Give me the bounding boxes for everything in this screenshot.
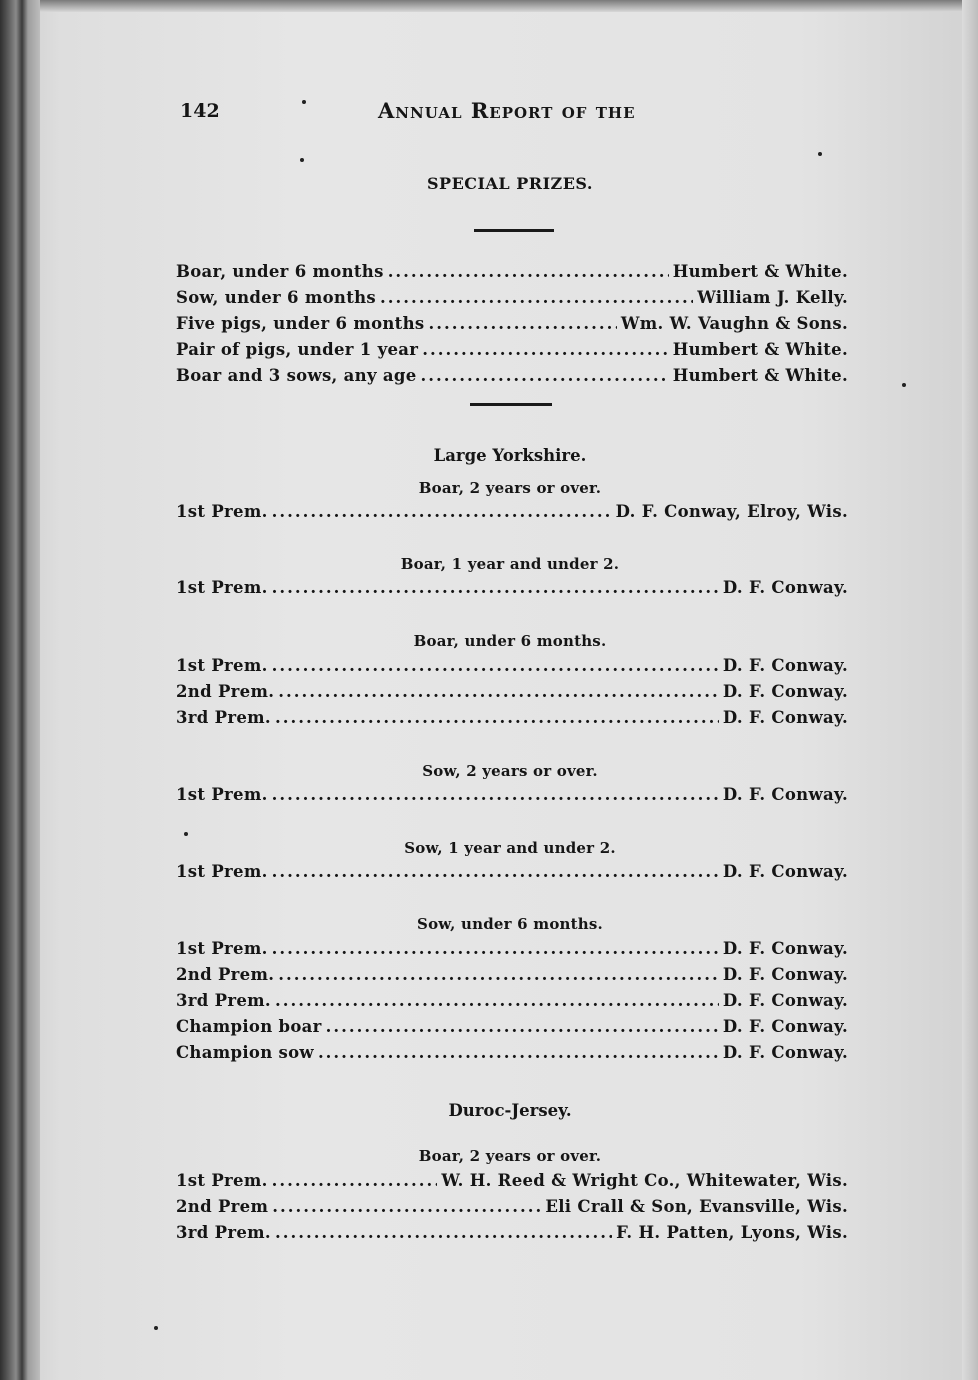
award-row [176,1017,848,1041]
dot-leader [422,340,668,359]
dot-leader [318,1043,719,1062]
prize-class: Boar and 3 sows, any age [176,366,417,385]
breed-heading-duroc-jersey: Duroc-Jersey. [448,1101,572,1120]
award-rank: Champion boar [176,1017,322,1036]
dot-leader [272,939,719,958]
special-prize-row [176,366,848,390]
award-rank: 3rd Prem. [176,991,271,1010]
award-winner: D. F. Conway. [722,965,848,984]
dot-leader [272,1171,438,1190]
dot-leader [272,656,719,675]
class-heading: Boar, 2 years or over. [418,1147,602,1165]
award-winner: F. H. Patten, Lyons, Wis. [616,1223,848,1242]
award-row [176,1043,848,1067]
print-speck [154,1326,158,1330]
dot-leader [275,1223,612,1242]
dot-leader [278,965,719,984]
award-winner: D. F. Conway. [722,656,848,675]
award-row [176,862,848,886]
award-rank: 1st Prem. [176,502,268,521]
class-heading: Boar, 1 year and under 2. [400,555,620,573]
dot-leader [326,1017,719,1036]
award-rank: 3rd Prem. [176,1223,271,1242]
class-heading: Boar, 2 years or over. [418,479,602,497]
dot-leader [278,682,719,701]
dot-leader [380,288,693,307]
dot-leader [272,785,719,804]
prize-winner: Wm. W. Vaughn & Sons. [620,314,848,333]
award-row [176,991,848,1015]
dot-leader [272,502,612,521]
award-winner: D. F. Conway. [722,1017,848,1036]
dot-leader [272,578,719,597]
class-heading: Sow, 2 years or over. [422,762,598,780]
award-row [176,965,848,989]
page-right-shadow [962,0,978,1380]
award-row [176,656,848,680]
prize-winner: Humbert & White. [672,366,848,385]
award-row [176,1171,848,1195]
section-title: SPECIAL PRIZES. [427,174,593,193]
award-row [176,708,848,732]
special-prize-row [176,314,848,338]
print-speck [302,100,306,104]
award-rank: 2nd Prem [176,1197,269,1216]
breed-heading-large-yorkshire: Large Yorkshire. [433,446,587,465]
print-speck [184,832,188,836]
dot-leader [388,262,669,281]
page-header [0,96,978,126]
title-rule [474,229,554,232]
award-row [176,578,848,602]
book-binding-edge [0,0,40,1380]
running-head: Annual Report of the [378,98,636,123]
prize-class: Sow, under 6 months [176,288,377,307]
class-heading: Boar, under 6 months. [413,632,607,650]
award-winner: Eli Crall & Son, Evansville, Wis. [545,1197,848,1216]
award-winner: D. F. Conway. [722,785,848,804]
section-rule [470,403,552,406]
award-rank: 2nd Prem. [176,682,275,701]
prize-class: Five pigs, under 6 months [176,314,425,333]
prize-winner: William J. Kelly. [697,288,848,307]
award-row [176,939,848,963]
award-rank: 1st Prem. [176,578,268,597]
award-rank: 3rd Prem. [176,708,271,727]
special-prize-row [176,340,848,364]
award-rank: 1st Prem. [176,656,268,675]
award-row [176,1223,848,1247]
dot-leader [275,708,719,727]
award-winner: D. F. Conway. [722,991,848,1010]
award-rank: 1st Prem. [176,785,268,804]
dot-leader [272,862,719,881]
class-heading: Sow, 1 year and under 2. [404,839,616,857]
special-prize-row [176,262,848,286]
award-winner: D. F. Conway. [722,939,848,958]
award-row [176,785,848,809]
award-rank: 1st Prem. [176,862,268,881]
award-rank: Champion sow [176,1043,314,1062]
print-speck [902,383,906,387]
award-row [176,502,848,526]
prize-class: Pair of pigs, under 1 year [176,340,419,359]
page-top-shadow [40,0,978,12]
award-rank: 2nd Prem. [176,965,275,984]
prize-winner: Humbert & White. [672,262,848,281]
dot-leader [429,314,617,333]
class-heading: Sow, under 6 months. [417,915,603,933]
print-speck [818,152,822,156]
dot-leader [272,1197,541,1216]
award-winner: D. F. Conway. [722,708,848,727]
page-number: 142 [180,100,220,122]
award-winner: D. F. Conway. [722,682,848,701]
prize-class: Boar, under 6 months [176,262,384,281]
prize-winner: Humbert & White. [672,340,848,359]
award-rank: 1st Prem. [176,939,268,958]
dot-leader [275,991,719,1010]
award-row [176,682,848,706]
award-winner: D. F. Conway. [722,578,848,597]
award-rank: 1st Prem. [176,1171,268,1190]
special-prize-row [176,288,848,312]
award-row [176,1197,848,1221]
award-winner: W. H. Reed & Wright Co., Whitewater, Wis. [441,1171,848,1190]
print-speck [300,158,304,162]
award-winner: D. F. Conway. [722,862,848,881]
award-winner: D. F. Conway. [722,1043,848,1062]
award-winner: D. F. Conway, Elroy, Wis. [615,502,848,521]
dot-leader [421,366,669,385]
